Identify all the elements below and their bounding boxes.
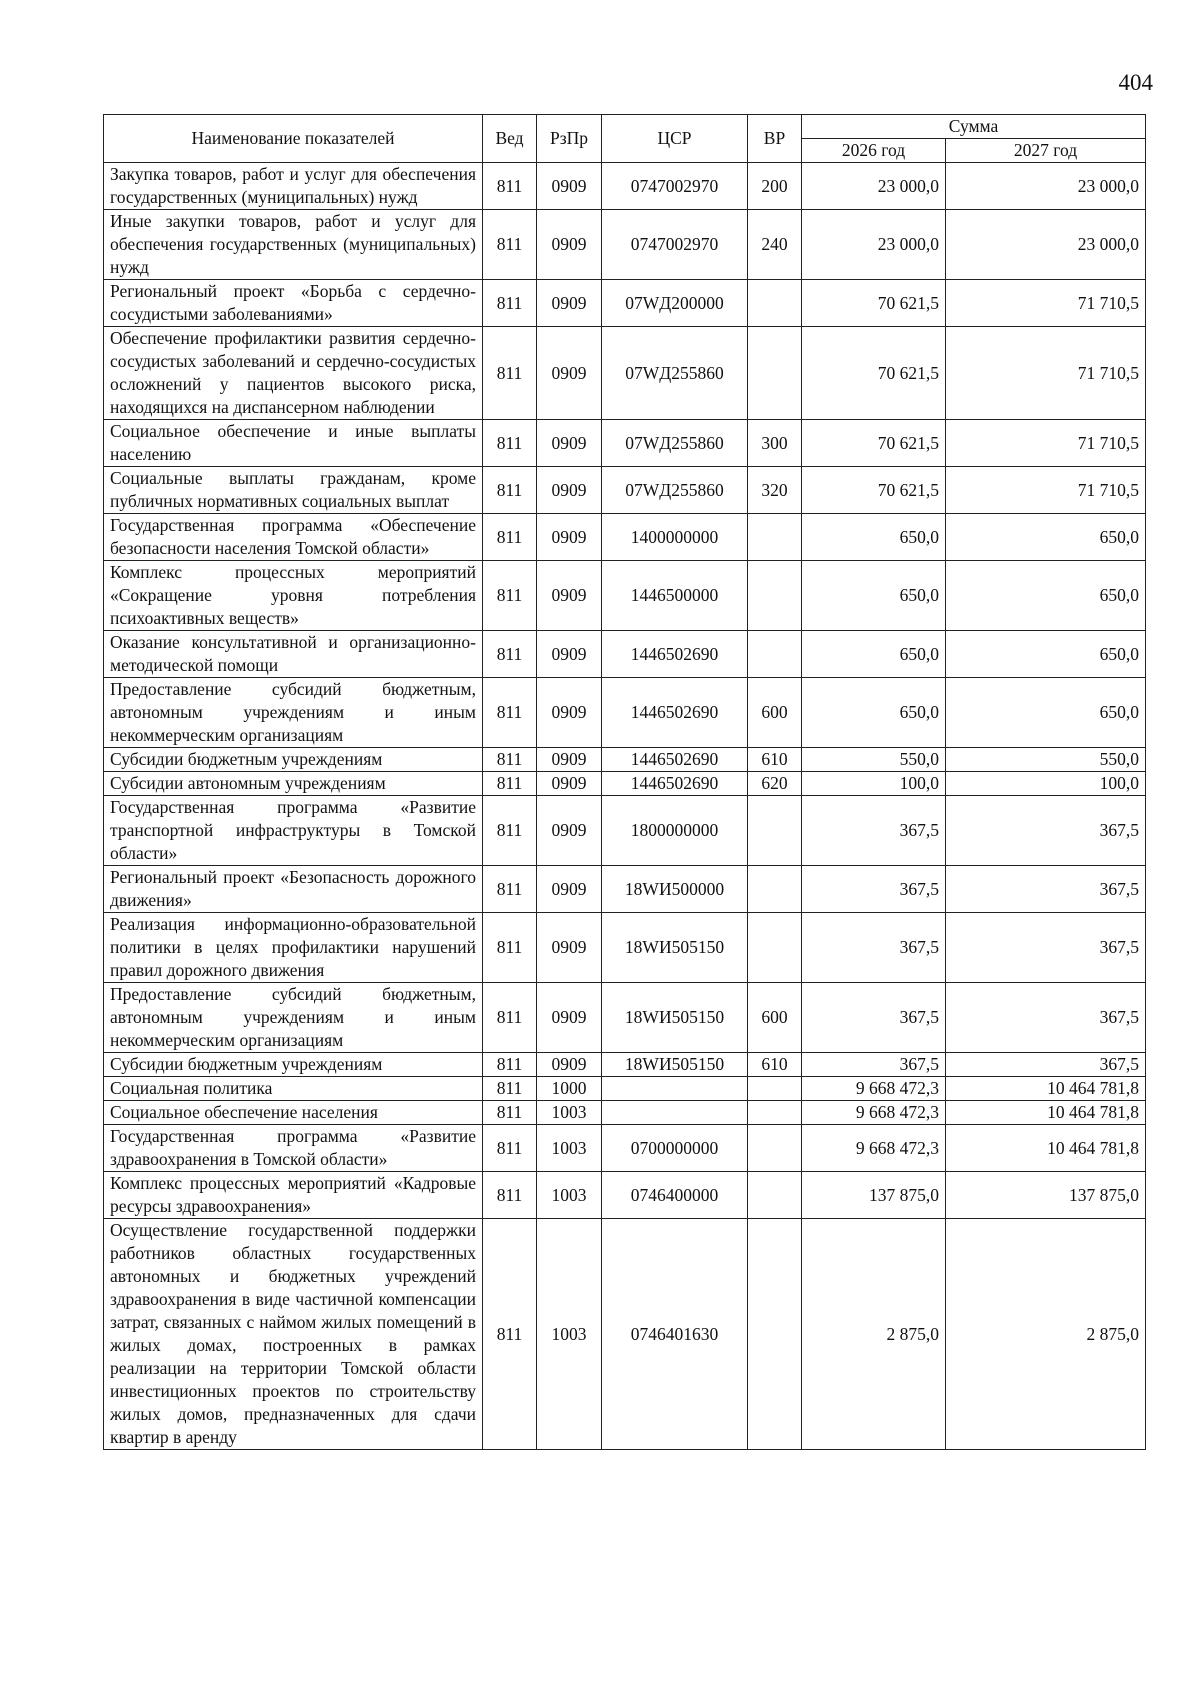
row-vr: 610 bbox=[748, 1053, 802, 1077]
col-header-ved: Вед bbox=[483, 115, 537, 163]
row-sum-2026: 70 621,5 bbox=[802, 280, 946, 327]
row-ved: 811 bbox=[483, 420, 537, 467]
row-vr bbox=[748, 913, 802, 983]
row-rzpr: 0909 bbox=[537, 631, 602, 678]
row-sum-2026: 367,5 bbox=[802, 913, 946, 983]
row-sum-2026: 9 668 472,3 bbox=[802, 1101, 946, 1125]
row-sum-2027: 71 710,5 bbox=[946, 467, 1146, 514]
row-sum-2026: 70 621,5 bbox=[802, 420, 946, 467]
row-sum-2027: 650,0 bbox=[946, 561, 1146, 631]
row-vr: 610 bbox=[748, 748, 802, 772]
row-sum-2026: 23 000,0 bbox=[802, 163, 946, 210]
row-sum-2027: 367,5 bbox=[946, 983, 1146, 1053]
table-row bbox=[104, 748, 1146, 772]
row-rzpr: 0909 bbox=[537, 210, 602, 280]
row-name: Региональный проект «Безопасность дорожного движения» bbox=[104, 866, 483, 913]
row-name: Комплекс процессных мероприятий «Сокращение уровня потребления психоактивных веществ» bbox=[104, 561, 483, 631]
row-sum-2026: 367,5 bbox=[802, 1053, 946, 1077]
row-name: Социальное обеспечение и иные выплаты населению bbox=[104, 420, 483, 467]
row-sum-2026: 2 875,0 bbox=[802, 1219, 946, 1450]
row-csr: 0700000000 bbox=[602, 1125, 748, 1172]
row-ved: 811 bbox=[483, 1125, 537, 1172]
row-rzpr: 0909 bbox=[537, 866, 602, 913]
row-rzpr: 0909 bbox=[537, 420, 602, 467]
row-ved: 811 bbox=[483, 631, 537, 678]
col-header-sum: Сумма bbox=[802, 115, 1146, 139]
page-number: 404 bbox=[1118, 70, 1153, 95]
row-name: Обеспечение профилактики развития сердечно-сосудистых заболеваний и сердечно-сосудистых осложнений у пациентов высокого риска, находящихся на диспансерном наблюдении bbox=[104, 327, 483, 420]
col-header-vr: ВР bbox=[748, 115, 802, 163]
row-rzpr: 0909 bbox=[537, 748, 602, 772]
row-ved: 811 bbox=[483, 163, 537, 210]
row-sum-2026: 367,5 bbox=[802, 983, 946, 1053]
row-rzpr: 0909 bbox=[537, 678, 602, 748]
row-name: Предоставление субсидий бюджетным, автономным учреждениям и иным некоммерческим организациям bbox=[104, 983, 483, 1053]
row-sum-2027: 71 710,5 bbox=[946, 327, 1146, 420]
table-row bbox=[104, 1219, 1146, 1450]
row-vr bbox=[748, 1219, 802, 1450]
table-row bbox=[104, 796, 1146, 866]
row-vr: 200 bbox=[748, 163, 802, 210]
row-ved: 811 bbox=[483, 1172, 537, 1219]
row-rzpr: 1003 bbox=[537, 1125, 602, 1172]
row-ved: 811 bbox=[483, 796, 537, 866]
row-sum-2027: 367,5 bbox=[946, 866, 1146, 913]
table-body bbox=[104, 163, 1146, 1450]
row-sum-2026: 100,0 bbox=[802, 772, 946, 796]
row-sum-2027: 367,5 bbox=[946, 1053, 1146, 1077]
row-vr bbox=[748, 327, 802, 420]
row-csr: 1400000000 bbox=[602, 514, 748, 561]
row-csr: 18WИ500000 bbox=[602, 866, 748, 913]
row-csr: 1446502690 bbox=[602, 631, 748, 678]
row-sum-2026: 650,0 bbox=[802, 514, 946, 561]
row-ved: 811 bbox=[483, 561, 537, 631]
row-vr bbox=[748, 1125, 802, 1172]
col-header-year-2027: 2027 год bbox=[946, 139, 1146, 163]
row-rzpr: 1003 bbox=[537, 1219, 602, 1450]
row-sum-2027: 71 710,5 bbox=[946, 280, 1146, 327]
row-name: Социальные выплаты гражданам, кроме публичных нормативных социальных выплат bbox=[104, 467, 483, 514]
row-csr: 18WИ505150 bbox=[602, 913, 748, 983]
row-vr bbox=[748, 280, 802, 327]
table-row bbox=[104, 1077, 1146, 1101]
row-csr bbox=[602, 1101, 748, 1125]
budget-table bbox=[103, 114, 1146, 1450]
table-row bbox=[104, 866, 1146, 913]
row-name: Комплекс процессных мероприятий «Кадровые ресурсы здравоохранения» bbox=[104, 1172, 483, 1219]
row-name: Субсидии бюджетным учреждениям bbox=[104, 1053, 483, 1077]
row-csr: 0747002970 bbox=[602, 210, 748, 280]
row-csr: 18WИ505150 bbox=[602, 1053, 748, 1077]
table-row bbox=[104, 1125, 1146, 1172]
row-sum-2027: 71 710,5 bbox=[946, 420, 1146, 467]
row-ved: 811 bbox=[483, 1101, 537, 1125]
table-row bbox=[104, 210, 1146, 280]
row-csr: 1800000000 bbox=[602, 796, 748, 866]
row-ved: 811 bbox=[483, 514, 537, 561]
row-rzpr: 0909 bbox=[537, 561, 602, 631]
row-vr: 600 bbox=[748, 678, 802, 748]
table-row bbox=[104, 1101, 1146, 1125]
row-vr bbox=[748, 1172, 802, 1219]
row-ved: 811 bbox=[483, 983, 537, 1053]
row-rzpr: 1003 bbox=[537, 1101, 602, 1125]
row-sum-2027: 10 464 781,8 bbox=[946, 1077, 1146, 1101]
row-sum-2027: 10 464 781,8 bbox=[946, 1101, 1146, 1125]
row-sum-2027: 137 875,0 bbox=[946, 1172, 1146, 1219]
table-row bbox=[104, 467, 1146, 514]
row-ved: 811 bbox=[483, 1077, 537, 1101]
row-rzpr: 1000 bbox=[537, 1077, 602, 1101]
row-csr: 07WД255860 bbox=[602, 327, 748, 420]
row-sum-2027: 23 000,0 bbox=[946, 163, 1146, 210]
row-sum-2026: 70 621,5 bbox=[802, 327, 946, 420]
row-vr bbox=[748, 631, 802, 678]
table-header bbox=[104, 115, 1146, 163]
row-vr: 600 bbox=[748, 983, 802, 1053]
row-csr: 1446502690 bbox=[602, 678, 748, 748]
row-sum-2027: 2 875,0 bbox=[946, 1219, 1146, 1450]
row-sum-2027: 367,5 bbox=[946, 913, 1146, 983]
row-csr: 07WД200000 bbox=[602, 280, 748, 327]
table-row bbox=[104, 280, 1146, 327]
row-sum-2027: 650,0 bbox=[946, 678, 1146, 748]
row-rzpr: 0909 bbox=[537, 1053, 602, 1077]
row-csr: 1446502690 bbox=[602, 772, 748, 796]
row-name: Государственная программа «Обеспечение безопасности населения Томской области» bbox=[104, 514, 483, 561]
row-rzpr: 0909 bbox=[537, 772, 602, 796]
row-ved: 811 bbox=[483, 1219, 537, 1450]
table-row bbox=[104, 561, 1146, 631]
table-row bbox=[104, 420, 1146, 467]
table-row bbox=[104, 1172, 1146, 1219]
row-ved: 811 bbox=[483, 748, 537, 772]
table-row bbox=[104, 514, 1146, 561]
row-vr bbox=[748, 514, 802, 561]
table-row bbox=[104, 678, 1146, 748]
row-name: Закупка товаров, работ и услуг для обеспечения государственных (муниципальных) нужд bbox=[104, 163, 483, 210]
row-sum-2027: 367,5 bbox=[946, 796, 1146, 866]
col-header-name: Наименование показателей bbox=[104, 115, 483, 163]
row-name: Субсидии бюджетным учреждениям bbox=[104, 748, 483, 772]
row-name: Оказание консультативной и организационно-методической помощи bbox=[104, 631, 483, 678]
row-csr: 0746401630 bbox=[602, 1219, 748, 1450]
table-row bbox=[104, 1053, 1146, 1077]
row-rzpr: 0909 bbox=[537, 163, 602, 210]
row-vr bbox=[748, 561, 802, 631]
row-ved: 811 bbox=[483, 913, 537, 983]
row-ved: 811 bbox=[483, 210, 537, 280]
row-vr bbox=[748, 796, 802, 866]
row-sum-2026: 70 621,5 bbox=[802, 467, 946, 514]
row-sum-2026: 650,0 bbox=[802, 678, 946, 748]
row-ved: 811 bbox=[483, 327, 537, 420]
table-row bbox=[104, 327, 1146, 420]
table-row bbox=[104, 631, 1146, 678]
row-rzpr: 0909 bbox=[537, 983, 602, 1053]
row-ved: 811 bbox=[483, 866, 537, 913]
row-sum-2026: 23 000,0 bbox=[802, 210, 946, 280]
table-row bbox=[104, 163, 1146, 210]
row-name: Государственная программа «Развитие транспортной инфраструктуры в Томской области» bbox=[104, 796, 483, 866]
row-name: Предоставление субсидий бюджетным, автономным учреждениям и иным некоммерческим организациям bbox=[104, 678, 483, 748]
row-csr: 18WИ505150 bbox=[602, 983, 748, 1053]
row-vr: 300 bbox=[748, 420, 802, 467]
row-sum-2027: 650,0 bbox=[946, 631, 1146, 678]
row-vr: 320 bbox=[748, 467, 802, 514]
row-ved: 811 bbox=[483, 280, 537, 327]
row-name: Субсидии автономным учреждениям bbox=[104, 772, 483, 796]
row-vr bbox=[748, 866, 802, 913]
row-name: Государственная программа «Развитие здравоохранения в Томской области» bbox=[104, 1125, 483, 1172]
row-rzpr: 0909 bbox=[537, 467, 602, 514]
col-header-year-2026: 2026 год bbox=[802, 139, 946, 163]
row-ved: 811 bbox=[483, 678, 537, 748]
row-name: Социальное обеспечение населения bbox=[104, 1101, 483, 1125]
row-vr: 240 bbox=[748, 210, 802, 280]
row-sum-2026: 137 875,0 bbox=[802, 1172, 946, 1219]
row-vr bbox=[748, 1077, 802, 1101]
row-sum-2026: 550,0 bbox=[802, 748, 946, 772]
row-ved: 811 bbox=[483, 772, 537, 796]
row-sum-2027: 550,0 bbox=[946, 748, 1146, 772]
row-rzpr: 1003 bbox=[537, 1172, 602, 1219]
row-name: Региональный проект «Борьба с сердечно-сосудистыми заболеваниями» bbox=[104, 280, 483, 327]
row-sum-2026: 9 668 472,3 bbox=[802, 1125, 946, 1172]
row-sum-2026: 367,5 bbox=[802, 866, 946, 913]
row-name: Социальная политика bbox=[104, 1077, 483, 1101]
row-sum-2027: 10 464 781,8 bbox=[946, 1125, 1146, 1172]
row-rzpr: 0909 bbox=[537, 514, 602, 561]
row-sum-2027: 650,0 bbox=[946, 514, 1146, 561]
row-sum-2027: 23 000,0 bbox=[946, 210, 1146, 280]
table-row bbox=[104, 772, 1146, 796]
row-sum-2026: 367,5 bbox=[802, 796, 946, 866]
row-sum-2026: 650,0 bbox=[802, 631, 946, 678]
col-header-csr: ЦСР bbox=[602, 115, 748, 163]
row-rzpr: 0909 bbox=[537, 280, 602, 327]
row-vr bbox=[748, 1101, 802, 1125]
row-ved: 811 bbox=[483, 467, 537, 514]
table-row bbox=[104, 913, 1146, 983]
row-name: Реализация информационно-образовательной политики в целях профилактики нарушений правил дорожного движения bbox=[104, 913, 483, 983]
row-csr: 1446500000 bbox=[602, 561, 748, 631]
row-rzpr: 0909 bbox=[537, 327, 602, 420]
row-csr: 1446502690 bbox=[602, 748, 748, 772]
row-sum-2026: 9 668 472,3 bbox=[802, 1077, 946, 1101]
row-rzpr: 0909 bbox=[537, 796, 602, 866]
row-csr: 07WД255860 bbox=[602, 420, 748, 467]
row-sum-2027: 100,0 bbox=[946, 772, 1146, 796]
row-name: Иные закупки товаров, работ и услуг для обеспечения государственных (муниципальных) нужд bbox=[104, 210, 483, 280]
row-sum-2026: 650,0 bbox=[802, 561, 946, 631]
row-ved: 811 bbox=[483, 1053, 537, 1077]
row-rzpr: 0909 bbox=[537, 913, 602, 983]
row-csr bbox=[602, 1077, 748, 1101]
col-header-rzpr: РзПр bbox=[537, 115, 602, 163]
row-csr: 07WД255860 bbox=[602, 467, 748, 514]
row-vr: 620 bbox=[748, 772, 802, 796]
row-csr: 0746400000 bbox=[602, 1172, 748, 1219]
table-row bbox=[104, 983, 1146, 1053]
row-name: Осуществление государственной поддержки работников областных государственных автономных и бюджетных учреждений здравоохранения в виде частичной компенсации затрат, связанных с наймом жилых помещений в жилых домах, построенных в рамках реализации на территории Томской области инвестиционных проектов по строительству жилых домов, предназначенных для сдачи квартир в аренду bbox=[104, 1219, 483, 1450]
row-csr: 0747002970 bbox=[602, 163, 748, 210]
